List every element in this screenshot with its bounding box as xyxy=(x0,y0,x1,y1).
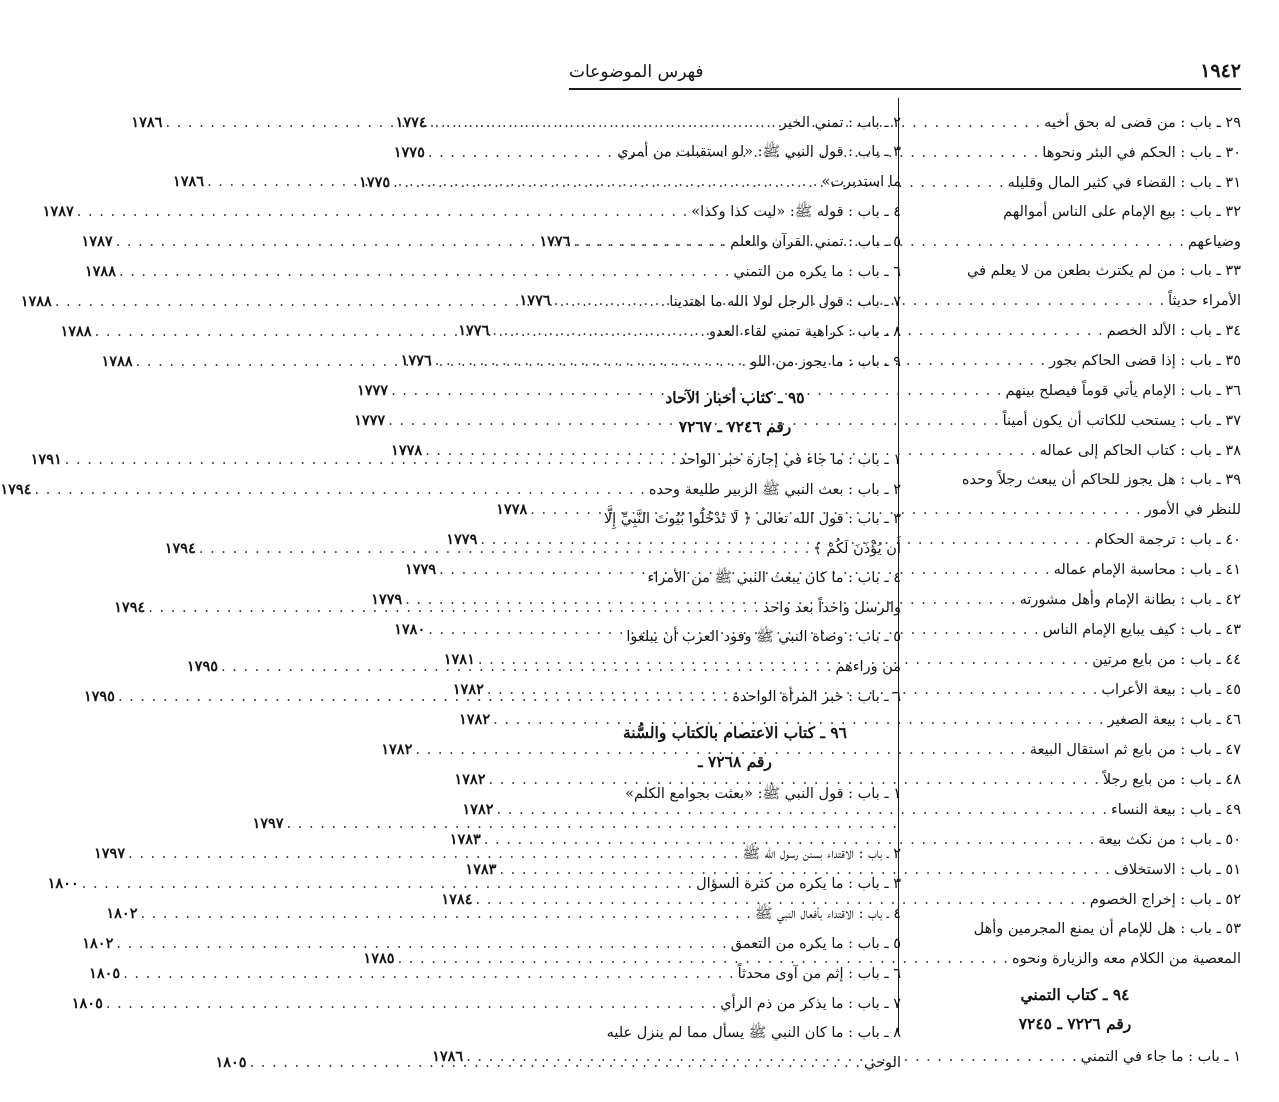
entry-title-line: ٧ ـ باب : قول الرجل لولا الله ما اهتدينا xyxy=(669,294,901,310)
entry-page-number: ١٧٨٥ xyxy=(363,950,395,967)
entry-page-number: ١٧٩١ xyxy=(30,451,62,468)
book-hadith-range: رقم ٧٢٤٦ ـ ٧٢٦٧ xyxy=(678,417,792,436)
entry-title-line: والرسل واحداً بعد واحد xyxy=(762,600,901,616)
entry-page-number: ١٧٩٥ xyxy=(83,688,115,705)
entry-page-number: ١٧٨٠ xyxy=(394,621,426,638)
entry-title-line: ٧ ـ باب : ما يذكر من ذم الرأي xyxy=(720,996,901,1012)
entry-page-number: ١٧٨٦ xyxy=(432,1048,464,1065)
entry-title-line: ٥٣ ـ باب : هل للإمام أن يمنع المجرمين وأهل xyxy=(973,921,1241,937)
toc-entry xyxy=(0,475,901,505)
toc-entry xyxy=(462,795,1241,825)
dot-leader xyxy=(120,960,737,989)
entry-title-line: ١ ـ باب : قول النبي ﷺ: «بعثت بجوامع الكلم» xyxy=(625,786,901,802)
entry-title-line: وضياعهم xyxy=(1187,234,1241,250)
book-heading: ٩٥ ـ كتاب أخبار الآحاد xyxy=(665,388,805,407)
entry-page-number: ١٧٩٤ xyxy=(164,540,196,557)
entry-page-number: ١٧٨٢ xyxy=(459,711,491,728)
entry-page-number: ١٧٩٧ xyxy=(93,845,126,862)
entry-page-number: ١٧٨٦ xyxy=(172,173,205,190)
entry-page-number: ١٧٧٦ xyxy=(400,352,432,369)
running-title: فهرس الموضوعات xyxy=(569,62,704,82)
dot-leader xyxy=(113,930,730,959)
entry-page-number: ١٧٨٨ xyxy=(60,323,92,340)
entry-page-number: ١٧٧٨ xyxy=(496,501,528,518)
dot-leader xyxy=(204,168,821,197)
entry-title-line: ٤٦ ـ باب : بيعة الصغير xyxy=(1107,712,1241,728)
toc-entry xyxy=(42,197,901,227)
entry-page-number: ١٧٩٧ xyxy=(252,815,284,832)
entry-title-line: ٤٨ ـ باب : من بايع رجلاً xyxy=(1102,772,1241,788)
entry-page-number: ١٧٩٤ xyxy=(0,481,32,498)
entry-title-line: المعصية من الكلام معه والزيارة ونحوه xyxy=(1011,951,1241,967)
entry-title-line: ١ ـ باب : ما جاء في التمني xyxy=(1080,1049,1241,1065)
entry-page-number: ١٧٩٥ xyxy=(186,658,219,675)
dot-leader xyxy=(116,258,733,287)
entry-title-line: ٣٣ ـ باب : من لم يكترث بطعن من لا يعلم في xyxy=(967,263,1241,279)
entry-page-number: ١٧٧٩ xyxy=(446,531,478,548)
entry-page-number: ١٧٨٨ xyxy=(20,293,52,310)
dot-leader xyxy=(133,348,750,377)
entry-title-line: ٩ ـ باب : ما يجوز من اللو xyxy=(750,354,901,370)
entry-title-line: ٣ ـ باب : قول النبي ﷺ: «لو استقبلت من أمري xyxy=(617,144,901,160)
entry-title-line: ٣٢ ـ باب : بيع الإمام على الناس أموالهم xyxy=(1003,204,1241,220)
entry-title-line: ٢ ـ باب : بعث النبي ﷺ الزبير طليعة وحده xyxy=(648,482,901,498)
dot-leader xyxy=(125,840,742,869)
entry-title-line: ٤ ـ باب : الاقتداء بأفعال النبي ﷺ xyxy=(754,906,901,922)
entry-title-line: ٢ ـ باب : تمني الخير xyxy=(779,115,901,131)
entry-title-line: ٣٩ ـ باب : هل يجوز للحاكم أن يبعث رجلاً وحده xyxy=(961,472,1241,488)
entry-page-number: ١٧٧٩ xyxy=(405,561,437,578)
entry-title-line: الأمراء حديثاً xyxy=(1168,293,1241,309)
entry-title-line: ٢ ـ باب : الاقتداء بسنن رسول الله ﷺ xyxy=(742,846,901,862)
entry-title-line: ٤٢ ـ باب : بطانة الإمام وأهل مشورته xyxy=(1019,592,1241,608)
entry-page-number: ١٨٠٥ xyxy=(89,965,121,982)
entry-title-line: للنظر في الأمور xyxy=(1144,502,1241,518)
entry-page-number: ١٧٧٦ xyxy=(458,322,490,339)
dot-leader xyxy=(52,288,669,317)
dot-leader xyxy=(247,1049,864,1078)
entry-title-line: ٤٥ ـ باب : بيعة الأعراب xyxy=(1101,682,1241,698)
entry-page-number: ١٧٨٣ xyxy=(465,861,497,878)
entry-page-number: ١٧٨٢ xyxy=(454,771,486,788)
entry-title-line: ٤١ ـ باب : محاسبة الإمام عماله xyxy=(1053,562,1241,578)
entry-page-number: ١٧٨٢ xyxy=(462,801,494,818)
entry-title-line: ٤٩ ـ باب : بيعة النساء xyxy=(1110,802,1241,818)
entry-page-number: ١٨٠٥ xyxy=(215,1054,247,1071)
dot-leader xyxy=(145,594,762,623)
entry-page-number: ١٧٨٧ xyxy=(42,203,74,220)
entry-title-line: ٦ ـ باب : ما يكره من التمني xyxy=(733,264,901,280)
entry-title-line: ٣٨ ـ باب : كتاب الحاكم إلى عماله xyxy=(1039,443,1241,459)
entry-title-line: ٥١ ـ باب : الاستخلاف xyxy=(1113,862,1241,878)
dot-leader xyxy=(74,198,691,227)
entry-page-number: ١٧٨٢ xyxy=(452,681,484,698)
entry-title-line: ٣٥ ـ باب : إذا قضى الحاكم بجور xyxy=(1049,353,1241,369)
entry-title-line: ٥ ـ باب : ما يكره من التعمق xyxy=(730,936,901,952)
dot-leader xyxy=(79,870,696,899)
toc-entry xyxy=(89,959,901,989)
entry-page-number: ١٧٨٧ xyxy=(81,233,113,250)
entry-title-line: ٥ ـ باب : وصاة النبي ﷺ وفود العرب أن يبلغوا xyxy=(626,629,901,645)
entry-page-number: ١٧٨٦ xyxy=(131,114,163,131)
entry-title-line: ما استدبرت» xyxy=(821,174,901,190)
dot-leader xyxy=(162,109,779,138)
entry-page-number: ١٨٠٥ xyxy=(71,995,103,1012)
entry-title-line: ٢٩ ـ باب : من قضى له بحق أخيه xyxy=(1044,115,1241,131)
book-hadith-range: رقم ٧٢٢٦ ـ ٧٢٤٥ xyxy=(1018,1014,1132,1033)
toc-entry xyxy=(84,257,901,287)
entry-title-line: ٣٧ ـ باب : يستحب للكاتب أن يكون أميناً xyxy=(1002,413,1241,429)
entry-title-line: ٣٦ ـ باب : الإمام يأتي قوماً فيصلح بينهم xyxy=(1005,383,1241,399)
entry-page-number: ١٧٧٥ xyxy=(359,174,391,191)
entry-page-number: ١٧٧٨ xyxy=(391,442,423,459)
book-heading: ٩٦ ـ كتاب الاعتصام بالكتاب والسُّنة xyxy=(622,723,848,742)
entry-title-line: ١ ـ باب : ما جاء في إجازة خبر الواحد xyxy=(679,452,901,468)
dot-leader xyxy=(92,318,709,347)
entry-title-line: ٨ ـ باب : ما كان النبي ﷺ يسأل مما لم ينزل عليه xyxy=(606,1025,901,1041)
dot-leader xyxy=(113,228,730,257)
entry-title-line: ٥٠ ـ باب : من نكث بيعة xyxy=(1098,832,1241,848)
entry-page-number: ١٧٨٤ xyxy=(441,891,473,908)
entry-title-line: ٦ ـ باب : خبر المرأة الواحدة xyxy=(732,689,901,705)
dot-leader xyxy=(218,653,835,682)
entry-title-line: ٦ ـ باب : إثم من آوى محدثاً xyxy=(737,966,901,982)
entry-title-line: من وراءهم xyxy=(835,659,901,675)
book-heading: ٩٤ ـ كتاب التمني xyxy=(1020,985,1130,1004)
entry-page-number: ١٨٠٠ xyxy=(47,875,79,892)
entry-page-number: ١٧٨١ xyxy=(443,651,475,668)
entry-page-number: ١٧٨٣ xyxy=(449,831,481,848)
entry-page-number: ١٧٨٨ xyxy=(101,353,133,370)
entry-page-number: ١٨٠٢ xyxy=(82,935,114,952)
entry-page-number: ١٧٧٦ xyxy=(539,233,571,250)
entry-title-line: ٤٤ ـ باب : من بايع مرتين xyxy=(1092,652,1241,668)
entry-title-line: ٤٠ ـ باب : ترجمة الحكام xyxy=(1094,532,1241,548)
entry-title-line: ٣ ـ باب : ما يكره من كثرة السؤال xyxy=(696,876,901,892)
entry-title-line: ٣٤ ـ باب : الألد الخصم xyxy=(1106,323,1241,339)
entry-page-number: ١٧٧٥ xyxy=(393,144,425,161)
dot-leader xyxy=(284,810,901,839)
entry-page-number: ١٨٠٢ xyxy=(106,905,138,922)
entry-page-number: ١٧٧٦ xyxy=(519,292,551,309)
entry-title-line: ٣١ ـ باب : القضاء في كثير المال وقليله xyxy=(1007,175,1241,191)
toc-entry xyxy=(71,989,901,1019)
entry-title-line: ٤٧ ـ باب : من بايع ثم استقال البيعة xyxy=(1029,742,1241,758)
dot-leader xyxy=(62,446,679,475)
entry-page-number: ١٧٩٤ xyxy=(114,599,146,616)
entry-page-number: ١٧٨٨ xyxy=(84,263,116,280)
dot-leader xyxy=(196,535,813,564)
dot-leader xyxy=(138,900,755,929)
entry-page-number: ١٧٧٧ xyxy=(354,412,386,429)
entry-title-line: الوحي xyxy=(864,1055,901,1071)
entry-page-number: ١٧٨٢ xyxy=(381,741,413,758)
entry-title-line: ٤٣ ـ باب : كيف يبايع الإمام الناس xyxy=(1042,622,1241,638)
book-hadith-range: رقم ٧٢٦٨ ـ xyxy=(698,752,772,771)
page-header xyxy=(569,58,1241,90)
entry-title-line: ٤ ـ باب : قوله ﷺ: «ليت كذا وكذا» xyxy=(691,204,901,220)
entry-title-line: ٣ ـ باب : قول الله تعالى ﴿ لَا تَدْخُلُوا بُيُوتَ النَّبِيِّ إِلَّا xyxy=(603,511,901,527)
entry-title-line: ٨ ـ باب : كراهية تمني لقاء العدو xyxy=(709,324,901,340)
dot-leader xyxy=(115,683,732,712)
entry-page-number: ١٧٧٩ xyxy=(371,591,403,608)
entry-title-line: ٣٠ ـ باب : الحكم في البئر ونحوها xyxy=(1042,145,1241,161)
dot-leader xyxy=(31,476,648,505)
page-number: ١٩٤٢ xyxy=(1200,60,1241,82)
entry-title-line: ٥٢ ـ باب : إخراج الخصوم xyxy=(1089,892,1241,908)
entry-title-line: ٤ ـ باب : ما كان يبعث النبي ﷺ من الأمراء xyxy=(647,570,901,586)
entry-page-number: ١٧٧٤ xyxy=(395,114,427,131)
entry-title-line: ٥ ـ باب : تمني القرآن والعلم xyxy=(730,234,901,250)
entry-title-line: أَن يُؤْذَنَ لَكُمْ ﴾ xyxy=(813,541,901,557)
dot-leader xyxy=(103,990,720,1019)
entry-page-number: ١٧٧٧ xyxy=(356,382,389,399)
